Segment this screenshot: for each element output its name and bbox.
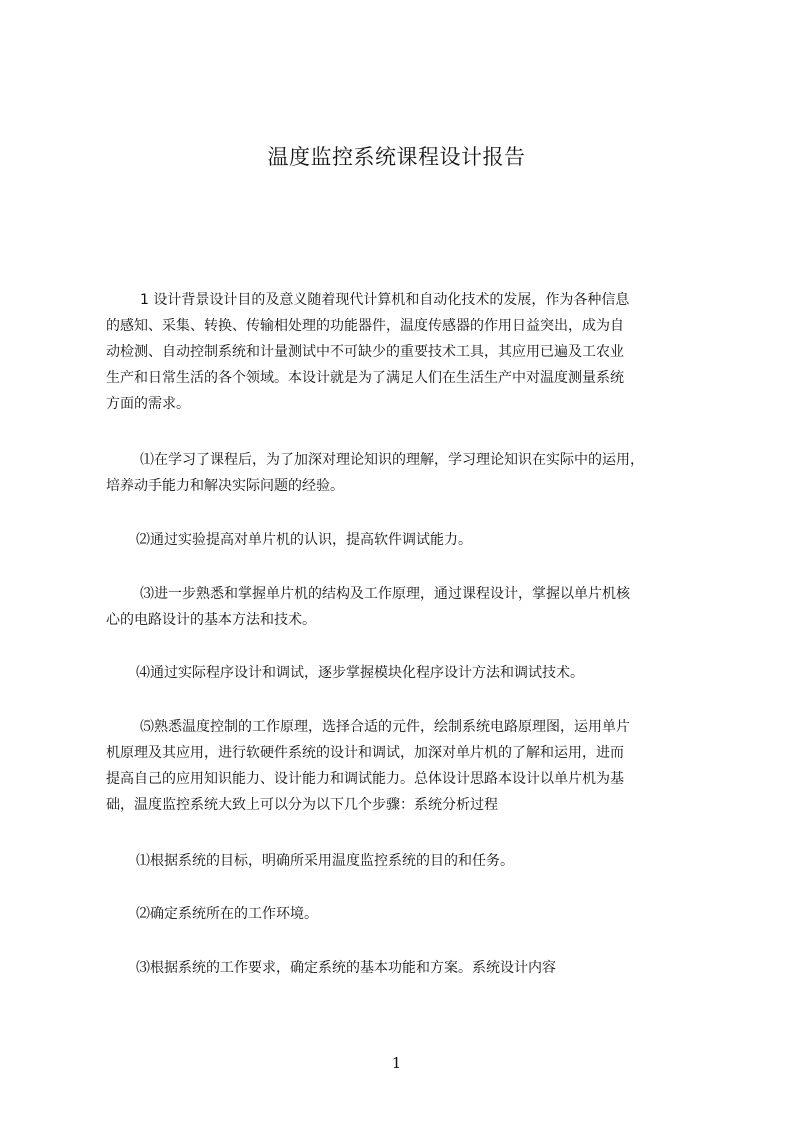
paragraph-line: ⑷通过实际程序设计和调试，逐步掌握模块化程序设计方法和调试技术。 [136, 665, 584, 681]
paragraph-step-2 [136, 901, 318, 927]
paragraph-line: 提高自己的应用知识能力、设计能力和调试能力。总体设计思路本设计以单片机为基 [106, 771, 624, 787]
paragraph-line: 方面的需求。 [106, 396, 190, 412]
paragraph-background [106, 287, 629, 417]
paragraph-goal-5 [106, 714, 630, 818]
paragraph-goal-1 [106, 447, 644, 499]
paragraph-line: ⑵确定系统所在的工作环境。 [136, 906, 318, 922]
paragraph-line: ⑴在学习了课程后，为了加深对理论知识的理解，学习理论知识在实际中的运用， [140, 452, 644, 468]
paragraph-line: 心的电路设计的基本方法和技术。 [106, 612, 316, 628]
paragraph-line: 机原理及其应用，进行软硬件系统的设计和调试，加深对单片机的了解和运用，进而 [106, 745, 624, 761]
paragraph-line: 础，温度监控系统大致上可以分为以下几个步骤：系统分析过程 [106, 797, 498, 813]
paragraph-line: ⑶进一步熟悉和掌握单片机的结构及工作原理，通过课程设计，掌握以单片机核 [140, 586, 630, 602]
paragraph-line: 培养动手能力和解决实际问题的经验。 [106, 478, 344, 494]
paragraph-line: ⑸熟悉温度控制的工作原理，选择合适的元件，绘制系统电路原理图，运用单片 [140, 719, 630, 735]
paragraph-step-1 [136, 848, 514, 874]
paragraph-goal-2 [136, 527, 472, 553]
paragraph-line: 动检测、自动控制系统和计量测试中不可缺少的重要技术工具，其应用已遍及工农业 [106, 344, 624, 360]
paragraph-line: ⑴根据系统的目标，明确所采用温度监控系统的目的和任务。 [136, 853, 514, 869]
paragraph-line: ⑶根据系统的工作要求，确定系统的基本功能和方案。系统设计内容 [136, 960, 556, 976]
paragraph-line: 的感知、采集、转换、传输相处理的功能器件，温度传感器的作用日益突出，成为自 [106, 318, 624, 334]
paragraph-goal-4 [136, 660, 584, 686]
paragraph-line: 生产和日常生活的各个领域。本设计就是为了满足人们在生活生产中对温度测量系统 [106, 370, 624, 386]
paragraph-step-3 [136, 955, 556, 981]
document-title: 温度监控系统课程设计报告 [267, 145, 526, 169]
paragraph-line: 1 设计背景设计目的及意义随着现代计算机和自动化技术的发展，作为各种信息 [140, 292, 630, 308]
paragraph-line: ⑵通过实验提高对单片机的认识，提高软件调试能力。 [136, 532, 472, 548]
paragraph-goal-3 [106, 581, 630, 633]
page-number: 1 [391, 1054, 402, 1072]
